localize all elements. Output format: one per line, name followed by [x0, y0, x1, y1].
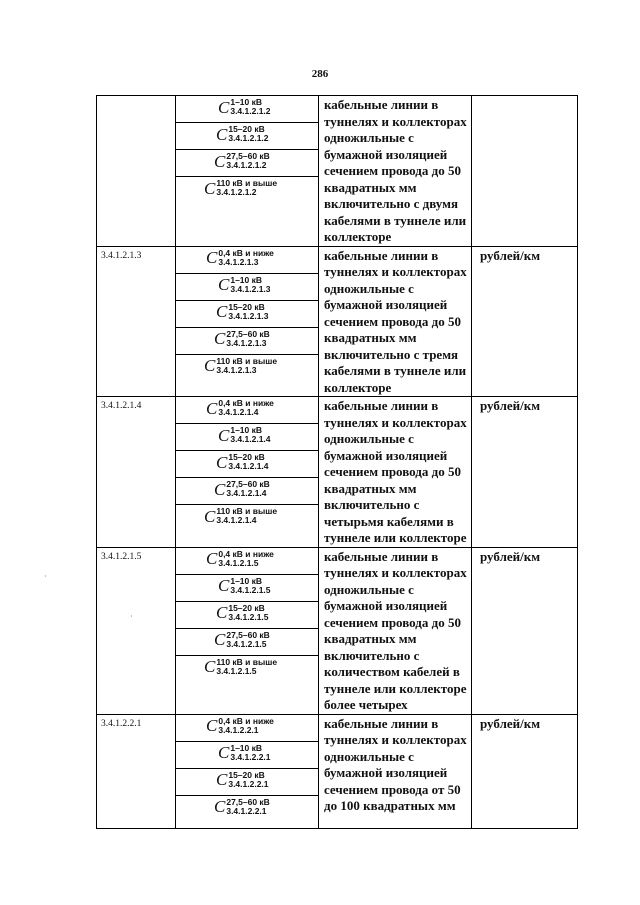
- rate-formula: [204, 357, 277, 375]
- table-row: [97, 246, 578, 397]
- tariff-table: [96, 95, 578, 829]
- formula-cell: [176, 451, 318, 478]
- rate-formula: [204, 658, 277, 676]
- voltage-superscript: 0,4 кВ и ниже: [218, 247, 274, 258]
- voltage-superscript: 27,5–60 кВ: [226, 479, 270, 489]
- code-subscript: 3.4.1.2.1.2: [216, 187, 257, 197]
- item-description: кабельные линии в туннелях и коллекторах одножильные с бумажной изоляцией сечением провода до 50 квадратных мм включительно с количеством кабелей в туннеле или коллекторе более четырех: [319, 547, 472, 714]
- formula-cell: [176, 274, 318, 301]
- code-subscript: 3.4.1.2.1.5: [218, 557, 259, 568]
- item-description: кабельные линии в туннелях и коллекторах одножильные с бумажной изоляцией сечением провода до 50 квадратных мм включительно с двумя кабелями в туннеле или коллекторе: [319, 96, 472, 247]
- formula-symbol: C: [206, 398, 218, 418]
- rate-formula: [218, 276, 271, 294]
- voltage-superscript: 15–20 кВ: [228, 602, 265, 613]
- scan-mark: ·: [130, 612, 133, 621]
- code-subscript: 3.4.1.2.1.4: [230, 434, 271, 444]
- formula-cell: [176, 397, 318, 424]
- code-subscript: 3.4.1.2.1.4: [216, 515, 257, 525]
- formula-symbol: C: [218, 576, 230, 595]
- formula-cell: [176, 742, 318, 769]
- table-row: [97, 397, 578, 548]
- formula-symbol: C: [214, 151, 226, 171]
- formula-symbol: C: [214, 479, 226, 499]
- rate-formula: [218, 744, 271, 762]
- rate-formula: [206, 717, 274, 735]
- rate-formula: [214, 152, 270, 170]
- formula-list: [176, 547, 319, 714]
- formula-cell: [176, 575, 318, 602]
- voltage-superscript: 1–10 кВ: [230, 274, 263, 285]
- formula-symbol: C: [204, 506, 216, 526]
- formula-symbol: C: [214, 329, 226, 348]
- rate-formula: [214, 631, 270, 649]
- formula-cell: [176, 247, 318, 274]
- formula-list: [176, 397, 319, 548]
- formula-symbol: C: [214, 630, 226, 649]
- formula-symbol: C: [216, 770, 228, 789]
- item-description: кабельные линии в туннелях и коллекторах одножильные с бумажной изоляцией сечением провода до 50 квадратных мм включительно с тремя кабелями в туннеле или коллекторе: [319, 246, 472, 397]
- code-subscript: 3.4.1.2.1.4: [226, 488, 267, 498]
- code-subscript: 3.4.1.2.2.1: [230, 751, 271, 762]
- rate-formula: [204, 179, 277, 197]
- formula-symbol: C: [218, 97, 230, 117]
- rate-formula: [206, 249, 274, 267]
- formula-symbol: C: [204, 657, 216, 676]
- voltage-superscript: 1–10 кВ: [230, 425, 263, 435]
- formula-list: [176, 714, 319, 828]
- formula-symbol: C: [218, 743, 230, 762]
- formula-cell: [176, 548, 318, 575]
- formula-symbol: C: [206, 248, 218, 267]
- voltage-superscript: 15–20 кВ: [228, 769, 265, 780]
- rate-formula: [216, 303, 269, 321]
- unit-of-measure: рублей/км: [472, 714, 578, 828]
- rate-formula: [216, 604, 269, 622]
- voltage-superscript: 1–10 кВ: [230, 742, 263, 753]
- unit-of-measure: рублей/км: [472, 397, 578, 548]
- code-subscript: 3.4.1.2.1.2: [228, 133, 269, 143]
- rate-formula: [216, 453, 269, 471]
- unit-of-measure: рублей/км: [472, 547, 578, 714]
- code-subscript: 3.4.1.2.1.4: [218, 407, 259, 417]
- code-subscript: 3.4.1.2.1.5: [216, 665, 257, 676]
- item-code: 3.4.1.2.1.5: [97, 547, 176, 714]
- formula-symbol: C: [206, 549, 218, 568]
- code-subscript: 3.4.1.2.1.3: [216, 364, 257, 375]
- page-number: 286: [311, 68, 329, 80]
- rate-formula: [218, 577, 271, 595]
- formula-list: [176, 96, 319, 247]
- code-subscript: 3.4.1.2.2.1: [226, 805, 267, 816]
- voltage-superscript: 1–10 кВ: [230, 575, 263, 586]
- scan-mark: ·: [44, 572, 47, 581]
- code-subscript: 3.4.1.2.2.1: [228, 778, 269, 789]
- rate-formula: [214, 330, 270, 348]
- item-code: 3.4.1.2.2.1: [97, 714, 176, 828]
- rate-formula: [204, 507, 277, 525]
- code-subscript: 3.4.1.2.1.3: [228, 310, 269, 321]
- voltage-superscript: 110 кВ и выше: [216, 178, 278, 188]
- item-code: [97, 96, 176, 247]
- formula-cell: [176, 796, 318, 822]
- formula-symbol: C: [206, 716, 218, 735]
- formula-symbol: C: [216, 302, 228, 321]
- voltage-superscript: 0,4 кВ и ниже: [218, 715, 274, 726]
- code-subscript: 3.4.1.2.1.4: [228, 461, 269, 471]
- rate-formula: [206, 550, 274, 568]
- voltage-superscript: 27,5–60 кВ: [226, 328, 270, 339]
- formula-cell: [176, 424, 318, 451]
- formula-symbol: C: [214, 797, 226, 816]
- rate-formula: [218, 426, 271, 444]
- item-code: 3.4.1.2.1.3: [97, 246, 176, 397]
- item-description: кабельные линии в туннелях и коллекторах одножильные с бумажной изоляцией сечением провода до 50 квадратных мм включительно с четырьмя кабелями в туннеле или коллекторе: [319, 397, 472, 548]
- voltage-superscript: 15–20 кВ: [228, 452, 265, 462]
- item-description: кабельные линии в туннелях и коллекторах одножильные с бумажной изоляцией сечением провода от 50 до 100 квадратных мм: [319, 714, 472, 828]
- rate-formula: [216, 771, 269, 789]
- code-subscript: 3.4.1.2.1.2: [230, 106, 271, 116]
- formula-cell: [176, 328, 318, 355]
- code-subscript: 3.4.1.2.1.2: [226, 160, 267, 170]
- formula-cell: [176, 629, 318, 656]
- voltage-superscript: 15–20 кВ: [228, 124, 265, 134]
- formula-cell: [176, 602, 318, 629]
- formula-cell: [176, 150, 318, 177]
- voltage-superscript: 1–10 кВ: [230, 97, 263, 107]
- voltage-superscript: 15–20 кВ: [228, 301, 265, 312]
- formula-symbol: C: [218, 275, 230, 294]
- voltage-superscript: 27,5–60 кВ: [226, 629, 270, 640]
- formula-cell: [176, 96, 318, 123]
- formula-cell: [176, 505, 318, 531]
- formula-cell: [176, 478, 318, 505]
- formula-cell: [176, 355, 318, 381]
- voltage-superscript: 27,5–60 кВ: [226, 151, 270, 161]
- voltage-superscript: 110 кВ и выше: [216, 506, 278, 516]
- unit-of-measure: [472, 96, 578, 247]
- formula-symbol: C: [216, 124, 228, 144]
- code-subscript: 3.4.1.2.1.3: [226, 337, 267, 348]
- voltage-superscript: 110 кВ и выше: [216, 656, 278, 667]
- formula-cell: [176, 715, 318, 742]
- item-code: 3.4.1.2.1.4: [97, 397, 176, 548]
- code-subscript: 3.4.1.2.1.5: [228, 611, 269, 622]
- table-row: [97, 714, 578, 828]
- formula-cell: [176, 177, 318, 203]
- formula-symbol: C: [216, 452, 228, 472]
- formula-cell: [176, 656, 318, 682]
- rate-formula: [206, 399, 274, 417]
- table-row: [97, 96, 578, 247]
- rate-formula: [216, 125, 269, 143]
- table-body: [97, 96, 578, 829]
- formula-symbol: C: [204, 356, 216, 375]
- formula-list: [176, 246, 319, 397]
- code-subscript: 3.4.1.2.1.5: [226, 638, 267, 649]
- table-row: [97, 547, 578, 714]
- formula-cell: [176, 301, 318, 328]
- code-subscript: 3.4.1.2.2.1: [218, 724, 259, 735]
- voltage-superscript: 0,4 кВ и ниже: [218, 398, 274, 408]
- formula-symbol: C: [204, 178, 216, 198]
- code-subscript: 3.4.1.2.1.3: [230, 283, 271, 294]
- rate-formula: [214, 480, 270, 498]
- formula-symbol: C: [218, 425, 230, 445]
- formula-cell: [176, 769, 318, 796]
- unit-of-measure: рублей/км: [472, 246, 578, 397]
- code-subscript: 3.4.1.2.1.3: [218, 256, 259, 267]
- code-subscript: 3.4.1.2.1.5: [230, 584, 271, 595]
- rate-formula: [218, 98, 271, 116]
- rate-formula: [214, 798, 270, 816]
- formula-symbol: C: [216, 603, 228, 622]
- voltage-superscript: 27,5–60 кВ: [226, 796, 270, 807]
- voltage-superscript: 0,4 кВ и ниже: [218, 548, 274, 559]
- formula-cell: [176, 123, 318, 150]
- voltage-superscript: 110 кВ и выше: [216, 355, 278, 366]
